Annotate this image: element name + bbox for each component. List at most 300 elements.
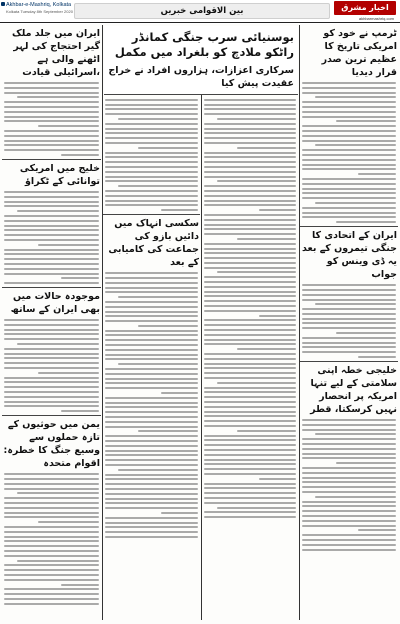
text-line bbox=[204, 305, 296, 307]
text-line bbox=[105, 334, 198, 336]
text-line bbox=[204, 391, 296, 393]
text-line bbox=[302, 111, 396, 113]
text-line bbox=[302, 510, 396, 512]
text-line bbox=[118, 185, 198, 187]
section-rule bbox=[300, 226, 398, 227]
text-line bbox=[336, 120, 396, 122]
headline-iran-ally[interactable]: ایران کے اتحادی کا جنگی تیمروں کے بعد یہ ڈی وینس کو جواب bbox=[301, 230, 397, 281]
text-line bbox=[4, 111, 99, 113]
text-line bbox=[4, 215, 99, 217]
text-line bbox=[61, 154, 99, 156]
text-line bbox=[302, 197, 396, 199]
text-line bbox=[4, 357, 99, 359]
text-line bbox=[4, 116, 99, 118]
text-line bbox=[105, 474, 198, 476]
text-line bbox=[4, 333, 99, 335]
text-line bbox=[4, 362, 99, 364]
text-line bbox=[161, 512, 198, 514]
column-2 bbox=[202, 96, 298, 620]
text-line bbox=[204, 334, 296, 336]
text-line bbox=[105, 435, 198, 437]
text-line bbox=[17, 96, 99, 98]
text-line bbox=[61, 584, 99, 586]
text-line bbox=[204, 262, 296, 264]
text-line bbox=[4, 348, 99, 350]
text-line bbox=[4, 258, 99, 260]
text-line bbox=[204, 281, 296, 283]
text-line bbox=[204, 444, 296, 446]
text-line bbox=[4, 545, 99, 547]
text-line bbox=[204, 276, 296, 278]
text-line bbox=[204, 463, 296, 465]
text-line bbox=[4, 82, 99, 84]
lead-headline-line-1[interactable]: بوسنیائی سرب جنگی کمانڈر راٹکو ملادچ کو بلغراد میں مکمل bbox=[114, 30, 294, 59]
text-line bbox=[4, 588, 99, 590]
text-line bbox=[204, 435, 296, 437]
text-line bbox=[105, 306, 198, 308]
text-line bbox=[315, 303, 396, 305]
text-line bbox=[105, 406, 198, 408]
text-line bbox=[105, 426, 198, 428]
text-line bbox=[4, 540, 99, 542]
text-line bbox=[302, 486, 396, 488]
text-line bbox=[105, 190, 198, 192]
text-line bbox=[204, 195, 296, 197]
text-line bbox=[105, 137, 198, 139]
text-line bbox=[105, 502, 198, 504]
headline-trump[interactable]: ٹرمپ نے خود کو امریکی تاریخ کا عظیم ترین صدر قرار دیدیا bbox=[321, 28, 397, 78]
headline-gulf[interactable]: خلیجی خطہ اپنی سلامتی کے لیے تنہا امریکہ پر انحصار نہیں کرسکتا، قطر bbox=[310, 365, 397, 416]
headline-gulf-energy[interactable]: خلیج میں امریکی توانائی کے ٹکراؤ bbox=[19, 162, 100, 187]
text-line bbox=[105, 349, 198, 351]
text-line bbox=[105, 104, 198, 106]
text-line bbox=[204, 214, 296, 216]
text-line bbox=[105, 483, 198, 485]
text-line bbox=[302, 216, 396, 218]
text-line bbox=[302, 481, 396, 483]
text-line bbox=[4, 478, 99, 480]
text-line bbox=[4, 483, 99, 485]
text-line bbox=[105, 330, 198, 332]
text-line bbox=[105, 161, 198, 163]
text-line bbox=[4, 569, 99, 571]
text-line bbox=[105, 507, 198, 509]
text-line bbox=[4, 526, 99, 528]
text-line bbox=[204, 108, 296, 110]
text-line bbox=[302, 419, 396, 421]
article-body bbox=[4, 473, 99, 605]
text-line bbox=[105, 488, 198, 490]
text-line bbox=[105, 354, 198, 356]
article-body bbox=[4, 319, 99, 412]
text-line bbox=[105, 382, 198, 384]
text-line bbox=[204, 367, 296, 369]
text-line bbox=[4, 377, 99, 379]
text-line bbox=[4, 367, 99, 369]
text-line bbox=[4, 391, 99, 393]
text-line bbox=[4, 381, 99, 383]
text-line bbox=[204, 224, 296, 226]
text-line bbox=[105, 522, 198, 524]
text-line bbox=[105, 445, 198, 447]
text-line bbox=[105, 411, 198, 413]
text-line bbox=[204, 353, 296, 355]
text-line bbox=[38, 125, 99, 127]
text-line bbox=[315, 96, 396, 98]
text-line bbox=[118, 118, 198, 120]
text-line bbox=[105, 291, 198, 293]
text-line bbox=[4, 253, 99, 255]
text-line bbox=[204, 190, 296, 192]
text-line bbox=[302, 308, 396, 310]
text-line bbox=[118, 296, 198, 298]
text-line bbox=[4, 598, 99, 600]
text-line bbox=[105, 152, 198, 154]
text-line bbox=[38, 372, 99, 374]
text-line bbox=[105, 373, 198, 375]
site-name-text: Akhbar-e-Mashriq, Kolkata bbox=[6, 2, 72, 8]
text-line bbox=[204, 219, 296, 221]
text-line bbox=[4, 593, 99, 595]
text-line bbox=[217, 507, 296, 509]
text-line bbox=[105, 315, 198, 317]
text-line bbox=[204, 152, 296, 154]
text-line bbox=[204, 358, 296, 360]
text-line bbox=[217, 180, 296, 182]
website-url[interactable]: akhbarmashriq.com bbox=[358, 16, 394, 21]
text-line bbox=[204, 406, 296, 408]
text-line bbox=[302, 424, 396, 426]
text-line bbox=[237, 147, 296, 149]
text-line bbox=[105, 344, 198, 346]
headline-iran-current[interactable]: موجودہ حالات میں بھی ایران کے ساتھ bbox=[10, 291, 100, 316]
text-line bbox=[302, 491, 396, 493]
text-line bbox=[105, 454, 198, 456]
text-line bbox=[204, 161, 296, 163]
text-line bbox=[4, 101, 99, 103]
text-line bbox=[105, 99, 198, 101]
text-line bbox=[302, 168, 396, 170]
text-line bbox=[105, 204, 198, 206]
text-line bbox=[336, 462, 396, 464]
text-line bbox=[4, 473, 99, 475]
text-line bbox=[336, 221, 396, 223]
text-line bbox=[4, 282, 99, 284]
text-line bbox=[105, 493, 198, 495]
text-line bbox=[118, 363, 198, 365]
text-line bbox=[237, 348, 296, 350]
text-line bbox=[105, 113, 198, 115]
text-line bbox=[302, 154, 396, 156]
text-line bbox=[302, 164, 396, 166]
text-line bbox=[204, 411, 296, 413]
text-line bbox=[204, 295, 296, 297]
text-line bbox=[204, 310, 296, 312]
text-line bbox=[204, 401, 296, 403]
text-line bbox=[4, 550, 99, 552]
text-line bbox=[204, 128, 296, 130]
text-line bbox=[4, 386, 99, 388]
text-line bbox=[105, 440, 198, 442]
text-line bbox=[4, 324, 99, 326]
text-line bbox=[204, 497, 296, 499]
text-line bbox=[4, 196, 99, 198]
site-icon bbox=[1, 2, 5, 6]
text-line bbox=[315, 496, 396, 498]
text-line bbox=[315, 433, 396, 435]
edition-date: Kolkata Tuesday 8th September 2020 bbox=[6, 9, 73, 14]
text-line bbox=[302, 87, 396, 89]
text-line bbox=[17, 492, 99, 494]
text-line bbox=[302, 130, 396, 132]
text-line bbox=[204, 200, 296, 202]
text-line bbox=[105, 378, 198, 380]
text-line bbox=[302, 101, 396, 103]
text-line bbox=[302, 284, 396, 286]
text-line bbox=[4, 338, 99, 340]
text-line bbox=[4, 603, 99, 605]
text-line bbox=[302, 322, 396, 324]
text-line bbox=[204, 243, 296, 245]
text-line bbox=[4, 205, 99, 207]
text-line bbox=[302, 92, 396, 94]
text-line bbox=[204, 185, 296, 187]
text-line bbox=[204, 420, 296, 422]
text-line bbox=[204, 483, 296, 485]
text-line bbox=[4, 329, 99, 331]
text-line bbox=[204, 511, 296, 513]
text-line bbox=[38, 244, 99, 246]
text-line bbox=[204, 324, 296, 326]
article-body bbox=[105, 99, 198, 211]
newspaper-logo: اخبار مشرق bbox=[334, 1, 396, 15]
text-line bbox=[302, 289, 396, 291]
text-line bbox=[105, 287, 198, 289]
text-line bbox=[105, 132, 198, 134]
text-line bbox=[105, 464, 198, 466]
text-line bbox=[204, 123, 296, 125]
text-line bbox=[4, 87, 99, 89]
text-line bbox=[302, 207, 396, 209]
text-line bbox=[302, 192, 396, 194]
text-line bbox=[358, 173, 396, 175]
text-line bbox=[302, 212, 396, 214]
text-line bbox=[105, 536, 198, 538]
site-name[interactable] bbox=[6, 2, 73, 14]
text-line bbox=[302, 149, 396, 151]
text-line bbox=[204, 415, 296, 417]
column-1 bbox=[300, 25, 398, 620]
text-line bbox=[4, 149, 99, 151]
text-line bbox=[4, 564, 99, 566]
text-line bbox=[161, 392, 198, 394]
text-line bbox=[4, 507, 99, 509]
text-line bbox=[204, 248, 296, 250]
text-line bbox=[302, 448, 396, 450]
text-line bbox=[4, 353, 99, 355]
text-line bbox=[4, 140, 99, 142]
text-line bbox=[259, 315, 296, 317]
text-line bbox=[204, 204, 296, 206]
text-line bbox=[105, 171, 198, 173]
text-line bbox=[105, 368, 198, 370]
text-line bbox=[105, 156, 198, 158]
text-line bbox=[259, 478, 296, 480]
text-line bbox=[302, 501, 396, 503]
text-line bbox=[204, 454, 296, 456]
text-line bbox=[4, 106, 99, 108]
text-line bbox=[302, 467, 396, 469]
article-body bbox=[4, 82, 99, 156]
text-line bbox=[4, 249, 99, 251]
text-line bbox=[4, 574, 99, 576]
text-line bbox=[302, 472, 396, 474]
text-line bbox=[302, 438, 396, 440]
text-line bbox=[105, 195, 198, 197]
text-line bbox=[302, 477, 396, 479]
section-rule bbox=[2, 159, 101, 160]
headline-iran-protest[interactable]: ایران میں جلد ملک گیر احتجاج کی لہر اٹھنے والی ہے ،اسرائیلی قیادت bbox=[11, 28, 100, 78]
text-line bbox=[4, 263, 99, 265]
article-body bbox=[204, 99, 296, 518]
text-line bbox=[105, 517, 198, 519]
text-line bbox=[4, 191, 99, 193]
text-line bbox=[105, 320, 198, 322]
article-body bbox=[302, 419, 396, 551]
text-line bbox=[204, 286, 296, 288]
text-line bbox=[4, 405, 99, 407]
text-line bbox=[4, 516, 99, 518]
text-line bbox=[4, 401, 99, 403]
text-line bbox=[302, 140, 396, 142]
text-line bbox=[315, 144, 396, 146]
text-line bbox=[105, 459, 198, 461]
headline-yemen[interactable]: یمن میں حوثیوں کے تازہ حملوں سے وسیع جنگ کا خطرہ: اقوام متحدہ bbox=[3, 419, 100, 470]
headline-election[interactable]: سکسی انہاک میں دائیں بازو کی جماعت کی کامیابی کے بعد bbox=[108, 218, 199, 269]
text-line bbox=[105, 128, 198, 130]
text-line bbox=[118, 469, 198, 471]
column-4 bbox=[2, 25, 101, 620]
text-line bbox=[302, 106, 396, 108]
text-line bbox=[105, 358, 198, 360]
section-band: بین الاقوامی خبریں bbox=[74, 3, 330, 19]
text-line bbox=[204, 396, 296, 398]
text-line bbox=[105, 301, 198, 303]
text-line bbox=[138, 147, 198, 149]
text-line bbox=[4, 273, 99, 275]
text-line bbox=[204, 387, 296, 389]
text-line bbox=[61, 410, 99, 412]
text-line bbox=[105, 272, 198, 274]
text-line bbox=[4, 531, 99, 533]
text-line bbox=[105, 339, 198, 341]
text-line bbox=[302, 505, 396, 507]
text-line bbox=[302, 116, 396, 118]
text-line bbox=[204, 142, 296, 144]
text-line bbox=[302, 534, 396, 536]
text-line bbox=[302, 549, 396, 551]
text-line bbox=[4, 268, 99, 270]
text-line bbox=[4, 239, 99, 241]
text-line bbox=[161, 209, 198, 211]
text-line bbox=[358, 529, 396, 531]
masthead bbox=[0, 0, 400, 24]
text-line bbox=[217, 118, 296, 120]
text-line bbox=[204, 439, 296, 441]
text-line bbox=[204, 104, 296, 106]
text-line bbox=[204, 300, 296, 302]
text-line bbox=[105, 176, 198, 178]
text-line bbox=[4, 555, 99, 557]
text-line bbox=[237, 238, 296, 240]
article-body bbox=[105, 272, 198, 538]
text-line bbox=[204, 252, 296, 254]
text-line bbox=[105, 526, 198, 528]
text-line bbox=[302, 351, 396, 353]
text-line bbox=[302, 178, 396, 180]
text-line bbox=[105, 498, 198, 500]
text-line bbox=[4, 144, 99, 146]
text-line bbox=[105, 123, 198, 125]
text-line bbox=[302, 183, 396, 185]
text-line bbox=[336, 332, 396, 334]
text-line bbox=[302, 313, 396, 315]
text-line bbox=[105, 180, 198, 182]
text-line bbox=[105, 478, 198, 480]
text-line bbox=[204, 99, 296, 101]
text-line bbox=[204, 425, 296, 427]
section-rule bbox=[2, 415, 101, 416]
text-line bbox=[302, 135, 396, 137]
text-line bbox=[17, 210, 99, 212]
text-line bbox=[4, 319, 99, 321]
text-line bbox=[4, 229, 99, 231]
text-line bbox=[105, 402, 198, 404]
text-line bbox=[105, 200, 198, 202]
text-line bbox=[138, 325, 198, 327]
text-line bbox=[302, 453, 396, 455]
lead-headline-line-2[interactable]: سرکاری اعزازات، ہزاروں افراد نے خراج عقیدت پیش کیا bbox=[108, 65, 294, 89]
text-line bbox=[17, 560, 99, 562]
text-line bbox=[302, 294, 396, 296]
text-line bbox=[204, 166, 296, 168]
text-line bbox=[4, 120, 99, 122]
text-line bbox=[204, 228, 296, 230]
text-line bbox=[105, 421, 198, 423]
text-line bbox=[204, 171, 296, 173]
text-line bbox=[4, 579, 99, 581]
text-line bbox=[61, 277, 99, 279]
section-rule bbox=[103, 214, 200, 215]
text-line bbox=[302, 429, 396, 431]
text-line bbox=[259, 209, 296, 211]
text-line bbox=[4, 201, 99, 203]
text-line bbox=[105, 416, 198, 418]
text-line bbox=[302, 318, 396, 320]
text-line bbox=[302, 457, 396, 459]
text-line bbox=[38, 521, 99, 523]
text-line bbox=[302, 342, 396, 344]
text-line bbox=[302, 544, 396, 546]
text-line bbox=[302, 346, 396, 348]
text-line bbox=[302, 188, 396, 190]
text-line bbox=[315, 202, 396, 204]
text-line bbox=[204, 176, 296, 178]
text-line bbox=[204, 329, 296, 331]
text-line bbox=[302, 125, 396, 127]
text-line bbox=[105, 142, 198, 144]
text-line bbox=[204, 502, 296, 504]
